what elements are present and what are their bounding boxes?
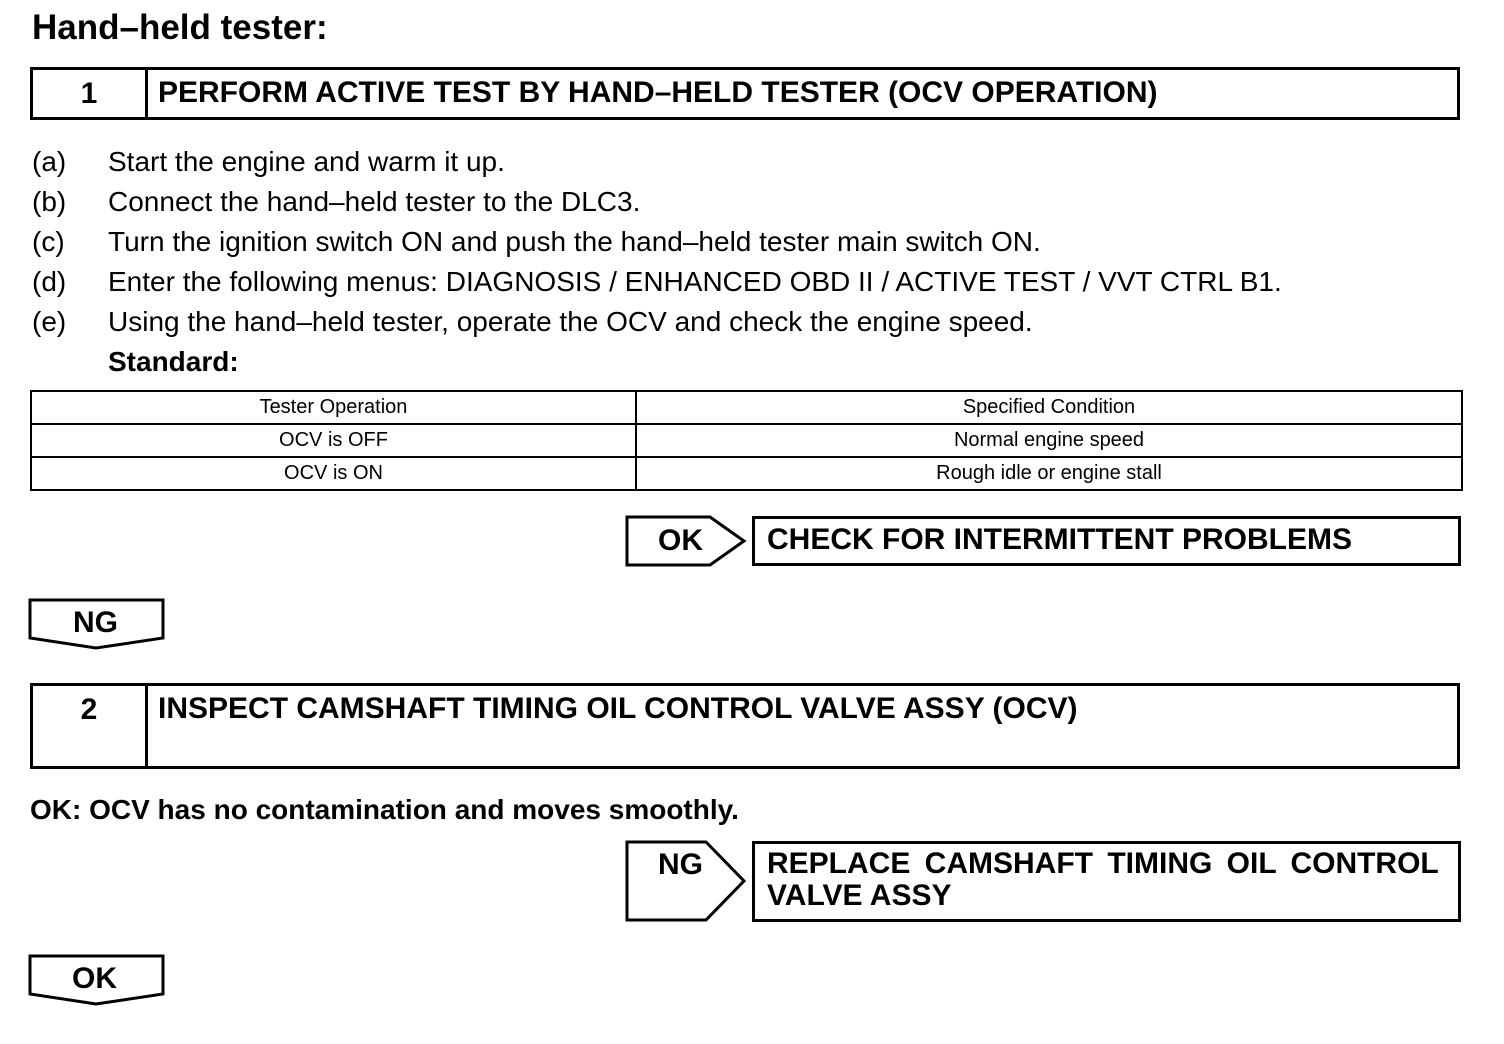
step-1-title: PERFORM ACTIVE TEST BY HAND–HELD TESTER (OCV OPERATION) xyxy=(158,76,1158,109)
step-2-ng-result-line1: REPLACE CAMSHAFT TIMING OIL CONTROL xyxy=(767,847,1439,880)
table-cell: OCV is OFF xyxy=(31,424,636,457)
table-cell: Rough idle or engine stall xyxy=(636,457,1462,490)
substep-a-letter: (a) xyxy=(32,146,67,177)
step-2-ok-label: OK xyxy=(72,962,117,995)
substep-d-letter: (d) xyxy=(32,266,67,297)
substep-e-letter: (e) xyxy=(32,306,67,337)
table-cell: Normal engine speed xyxy=(636,424,1462,457)
substep-c-letter: (c) xyxy=(32,226,65,257)
substep-e-text: Using the hand–held tester, operate the OCV and check the engine speed. xyxy=(108,306,1033,337)
table-header-cell: Specified Condition xyxy=(636,391,1462,424)
substep-a-text: Start the engine and warm it up. xyxy=(108,146,505,177)
page-title: Hand–held tester: xyxy=(32,8,328,47)
table-cell: OCV is ON xyxy=(31,457,636,490)
step-2-header xyxy=(30,683,1460,769)
step-1-ok-label: OK xyxy=(658,524,703,557)
substep-b-letter: (b) xyxy=(32,186,67,217)
step-2-ok-condition: OK: OCV has no contamination and moves smoothly. xyxy=(30,794,739,825)
substep-b-text: Connect the hand–held tester to the DLC3. xyxy=(108,186,641,217)
step-2-number: 2 xyxy=(33,686,148,766)
standard-label: Standard: xyxy=(108,346,239,377)
step-1-ok-result: CHECK FOR INTERMITTENT PROBLEMS xyxy=(752,516,1461,566)
step-1-number: 1 xyxy=(33,70,148,117)
step-2-ng-result-line2: VALVE ASSY xyxy=(767,879,952,912)
substep-c-text: Turn the ignition switch ON and push the hand–held tester main switch ON. xyxy=(108,226,1041,257)
table-header-cell: Tester Operation xyxy=(31,391,636,424)
substep-d-text: Enter the following menus: DIAGNOSIS / ENHANCED OBD II / ACTIVE TEST / VVT CTRL B1. xyxy=(108,266,1282,297)
step-2-ng-label: NG xyxy=(658,848,703,881)
step-1-ng-label: NG xyxy=(73,606,118,639)
step-2-title: INSPECT CAMSHAFT TIMING OIL CONTROL VALVE ASSY (OCV) xyxy=(158,692,1078,725)
step-2-ng-result xyxy=(752,841,1461,922)
